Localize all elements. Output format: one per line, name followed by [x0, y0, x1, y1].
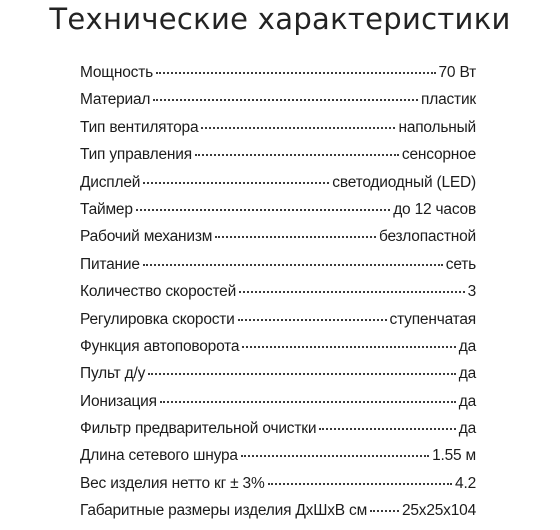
spec-label: Ионизация	[80, 392, 157, 410]
spec-label: Длина сетевого шнура	[80, 447, 238, 465]
spec-value: да	[458, 337, 476, 355]
spec-label: Габаритные размеры изделия ДхШхВ см	[80, 502, 368, 520]
page-title: Технические характеристики	[49, 2, 511, 36]
spec-row-power	[80, 64, 476, 91]
dotted-leader	[268, 483, 452, 485]
dotted-leader	[143, 264, 443, 266]
dotted-leader	[156, 72, 436, 74]
dotted-leader	[153, 99, 418, 101]
spec-label: Регулировка скорости	[80, 310, 235, 328]
dotted-leader	[319, 428, 455, 430]
spec-row-cord-length	[80, 447, 476, 474]
spec-row-oscillation	[80, 338, 476, 365]
spec-row-mechanism	[80, 228, 476, 255]
spec-value: да	[458, 392, 476, 410]
spec-value: светодиодный (LED)	[332, 173, 476, 191]
dotted-leader	[195, 154, 399, 156]
dotted-leader	[239, 291, 465, 293]
spec-row-ionization	[80, 393, 476, 420]
spec-row-net-weight	[80, 475, 476, 502]
spec-row-fan-type	[80, 119, 476, 146]
spec-row-remote	[80, 365, 476, 392]
spec-value: ступенчатая	[389, 310, 476, 328]
spec-value: да	[458, 365, 476, 383]
dotted-leader	[370, 510, 399, 512]
spec-row-speed-control	[80, 311, 476, 338]
spec-row-timer	[80, 201, 476, 228]
spec-value: 4.2	[455, 474, 476, 492]
dotted-leader	[136, 209, 390, 211]
spec-label: Функция автоповорота	[80, 337, 240, 355]
spec-label: Мощность	[80, 64, 153, 81]
spec-label: Количество скоростей	[80, 283, 237, 301]
spec-value: сенсорное	[401, 146, 476, 164]
spec-row-speed-count	[80, 283, 476, 310]
dotted-leader	[215, 236, 376, 238]
spec-row-dimensions	[80, 502, 476, 529]
dotted-leader	[241, 455, 429, 457]
spec-value: сеть	[445, 255, 476, 273]
spec-value: 70 Вт	[438, 64, 476, 81]
spec-value: 25х25х104	[401, 502, 476, 520]
spec-value: пластик	[421, 91, 476, 109]
spec-label: Вес изделия нетто кг ± 3%	[80, 474, 265, 492]
spec-value: да	[458, 420, 476, 438]
spec-row-prefilter	[80, 420, 476, 447]
dotted-leader	[242, 346, 455, 348]
spec-label: Тип управления	[80, 146, 192, 164]
spec-value: до 12 часов	[393, 200, 476, 218]
spec-value: 3	[467, 283, 476, 301]
spec-label: Фильтр предварительной очистки	[80, 420, 317, 438]
spec-value: напольный	[398, 118, 476, 136]
spec-row-display	[80, 174, 476, 201]
spec-value: 1.55 м	[432, 447, 476, 465]
spec-row-material	[80, 91, 476, 118]
dotted-leader	[238, 319, 387, 321]
spec-label: Питание	[80, 255, 140, 273]
spec-label: Материал	[80, 91, 151, 109]
spec-value: безлопастной	[378, 228, 476, 246]
spec-label: Дисплей	[80, 173, 141, 191]
spec-label: Тип вентилятора	[80, 118, 199, 136]
spec-label: Пульт д/у	[80, 365, 146, 383]
dotted-leader	[143, 182, 329, 184]
dotted-leader	[201, 127, 395, 129]
dotted-leader	[148, 373, 456, 375]
spec-label: Рабочий механизм	[80, 228, 213, 246]
spec-list	[80, 64, 476, 530]
spec-row-control-type	[80, 146, 476, 173]
dotted-leader	[160, 401, 456, 403]
spec-label: Таймер	[80, 200, 133, 218]
spec-row-power-supply	[80, 256, 476, 283]
